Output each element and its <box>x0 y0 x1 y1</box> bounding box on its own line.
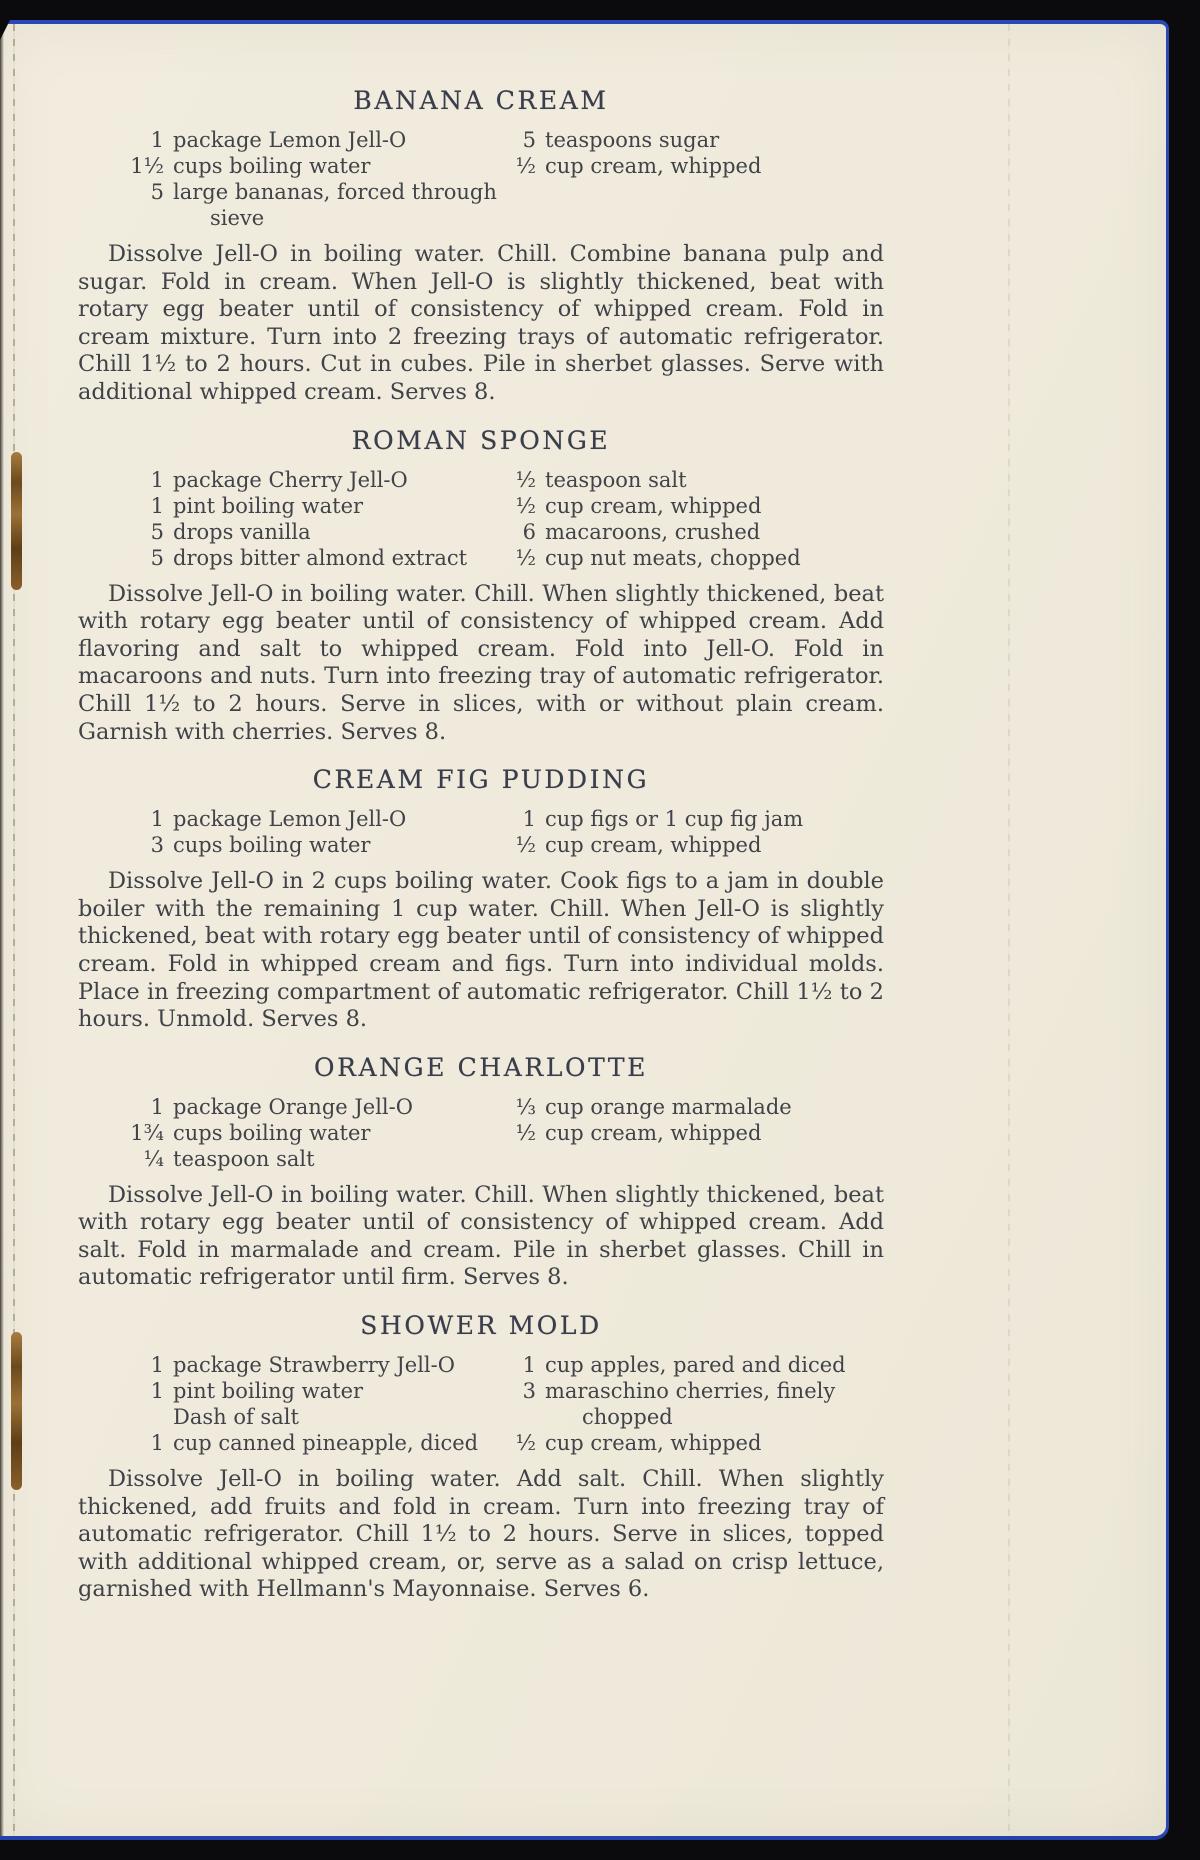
page-fold-crease <box>13 24 15 1836</box>
ingredient-line <box>490 1352 884 1378</box>
ingredient-text: package Lemon Jell-O <box>173 128 407 152</box>
recipe-title: CREAM FIG PUDDING <box>312 765 650 795</box>
ingredient-quantity: 1 <box>150 467 164 492</box>
ingredient-line <box>118 1120 490 1146</box>
ingredient-text: package Orange Jell-O <box>173 1094 413 1119</box>
ingredient-quantity: 5 <box>150 519 164 544</box>
ingredients-list <box>78 806 884 858</box>
recipe-section <box>78 86 884 407</box>
ingredient-quantity: 1½ <box>130 154 164 178</box>
ingredients-right-column <box>490 1352 884 1456</box>
ingredient-line <box>118 127 490 153</box>
recipe-title: ORANGE CHARLOTTE <box>314 1052 648 1082</box>
recipe-instructions: Dissolve Jell-O in 2 cups boiling water. Cook figs to a jam in double boiler with the remaining 1 cup water. Chill. When Jell-O is slightly thickened, beat with rotary egg beater until of consistency of whipped cream. Fold in whipped cream and figs. Turn into individual molds. Place in freezing compartment of automatic refrigerator. Chill 1½ to 2 hours. Unmold. Serves 8. <box>78 868 884 1033</box>
ingredient-text: cup cream, whipped <box>545 493 762 518</box>
ingredient-quantity: ⅓ <box>515 1094 536 1119</box>
book-page <box>0 20 1169 1840</box>
recipe-section <box>78 765 884 1034</box>
ingredient-quantity <box>118 1404 164 1430</box>
ingredients-left-column <box>118 1352 490 1456</box>
ingredient-text: teaspoons sugar <box>545 128 720 152</box>
ingredient-text: cup cream, whipped <box>545 1120 762 1145</box>
ingredient-quantity: 1 <box>150 1353 164 1378</box>
ingredient-quantity: 1 <box>150 1431 164 1456</box>
ingredient-line <box>490 1404 884 1430</box>
ingredient-text: macaroons, crushed <box>545 519 761 544</box>
page-fold-crease-right <box>1008 24 1010 1836</box>
ingredient-text: cup orange marmalade <box>545 1094 792 1119</box>
recipe-instructions: Dissolve Jell-O in boiling water. Chill. When slightly thickened, beat with rotary egg beater until of consistency of whipped cream. Add flavoring and salt to whipped cream. Fold into Jell-O. Fold in macaroons and nuts. Turn into freezing tray of automatic refrigerator. Chill 1½ to 2 hours. Serve in slices, with or without plain cream. Garnish with cherries. Serves 8. <box>78 580 884 745</box>
ingredient-text: teaspoon salt <box>173 1146 315 1171</box>
ingredient-quantity: 1 <box>522 1353 536 1378</box>
ingredient-line <box>490 1120 884 1146</box>
ingredients-list <box>78 1352 884 1456</box>
ingredients-list <box>78 1094 884 1172</box>
ingredient-quantity: 5 <box>150 180 164 204</box>
ingredient-line <box>490 1430 884 1456</box>
ingredient-line <box>118 153 490 179</box>
ingredient-quantity: 1 <box>150 493 164 518</box>
recipe-section <box>78 426 884 747</box>
ingredient-text: sieve <box>210 206 265 230</box>
ingredient-quantity: 5 <box>522 128 536 152</box>
ingredient-line <box>490 806 884 832</box>
ingredient-quantity: ½ <box>515 493 536 518</box>
ingredient-quantity: 5 <box>150 545 164 570</box>
ingredients-left-column <box>118 806 490 858</box>
ingredient-text: chopped <box>582 1405 673 1430</box>
ingredient-text: pint boiling water <box>173 493 364 518</box>
ingredient-text: cup nut meats, chopped <box>545 545 801 570</box>
ingredient-line <box>490 493 884 519</box>
ingredients-left-column <box>118 467 490 571</box>
ingredient-quantity <box>155 205 201 231</box>
ingredient-line <box>118 205 490 231</box>
ingredient-line <box>118 519 490 545</box>
ingredient-line <box>490 127 884 153</box>
ingredient-line <box>490 467 884 493</box>
ingredients-right-column <box>490 467 884 571</box>
ingredient-text: drops vanilla <box>173 519 311 544</box>
ingredients-right-column <box>490 127 884 231</box>
ingredient-text: package Lemon Jell-O <box>173 807 407 832</box>
recipe-title: SHOWER MOLD <box>360 1311 602 1341</box>
ingredient-line <box>118 493 490 519</box>
ingredient-line <box>118 1352 490 1378</box>
ingredients-list <box>78 127 884 231</box>
ingredients-list <box>78 467 884 571</box>
ingredient-quantity: 6 <box>522 519 536 544</box>
ingredient-quantity: 1¾ <box>130 1120 164 1145</box>
ingredient-text: Dash of salt <box>173 1405 299 1430</box>
binding-stitch-top <box>1 452 31 590</box>
recipe-section <box>78 1311 884 1604</box>
ingredient-quantity: ½ <box>515 1431 536 1456</box>
ingredient-text: cup cream, whipped <box>545 154 762 178</box>
ingredient-text: cups boiling water <box>173 1120 371 1145</box>
binding-stitch-bottom <box>1 1332 31 1490</box>
ingredient-line <box>118 179 497 205</box>
ingredient-line <box>118 1094 490 1120</box>
ingredient-line <box>490 1094 884 1120</box>
recipe-instructions: Dissolve Jell-O in boiling water. Add salt. Chill. When slightly thickened, add fruits and fold in cream. Turn into freezing tray of automatic refrigerator. Chill 1½ to 2 hours. Serve in slices, topped with additional whipped cream, or, serve as a salad on crisp lettuce, garnished with Hellmann's Mayonnaise. Serves 6. <box>78 1466 884 1603</box>
thread-icon <box>11 452 22 590</box>
ingredient-text: maraschino cherries, finely <box>545 1379 836 1404</box>
ingredient-line <box>490 153 884 179</box>
ingredient-quantity: 1 <box>150 807 164 832</box>
ingredient-line <box>118 467 490 493</box>
ingredients-left-column <box>118 127 497 231</box>
recipe-instructions: Dissolve Jell-O in boiling water. Chill. Combine banana pulp and sugar. Fold in cream. When Jell-O is slightly thickened, beat with rotary egg beater until of consistency of whipped cream. Fold in cream mixture. Turn into 2 freezing trays of automatic refrigerator. Chill 1½ to 2 hours. Cut in cubes. Pile in sherbet glasses. Serve with additional whipped cream. Serves 8. <box>78 241 884 405</box>
ingredient-text: cups boiling water <box>173 833 371 858</box>
ingredient-quantity: ½ <box>515 545 536 570</box>
ingredient-line <box>490 832 884 858</box>
recipe-instructions: Dissolve Jell-O in boiling water. Chill. When slightly thickened, beat with rotary egg beater until of consistency of whipped cream. Add salt. Fold in marmalade and cream. Pile in sherbet glasses. Chill in automatic refrigerator until firm. Serves 8. <box>78 1181 884 1291</box>
ingredient-quantity: 1 <box>150 1379 164 1404</box>
ingredient-quantity: 1 <box>150 1094 164 1119</box>
ingredients-left-column <box>118 1094 490 1172</box>
ingredient-line <box>118 1430 490 1456</box>
ingredient-line <box>118 545 490 571</box>
ingredient-quantity: ½ <box>515 1120 536 1145</box>
ingredients-right-column <box>490 806 884 858</box>
ingredient-line <box>490 1378 884 1404</box>
ingredient-text: package Cherry Jell-O <box>173 467 408 492</box>
ingredient-text: package Strawberry Jell-O <box>173 1353 455 1378</box>
ingredient-quantity: ½ <box>515 154 536 178</box>
ingredient-text: drops bitter almond extract <box>173 545 468 570</box>
recipe-title: BANANA CREAM <box>353 86 609 115</box>
ingredient-quantity: 3 <box>522 1379 536 1404</box>
ingredients-right-column <box>490 1094 884 1172</box>
ingredient-text: cup cream, whipped <box>545 1431 762 1456</box>
ingredient-quantity <box>527 1404 573 1430</box>
ingredient-text: cup canned pineapple, diced <box>173 1431 479 1456</box>
ingredient-line <box>118 1146 490 1172</box>
thread-icon <box>11 1332 22 1490</box>
ingredient-line <box>118 1404 490 1430</box>
ingredient-text: cup apples, pared and diced <box>545 1353 846 1378</box>
ingredient-line <box>118 806 490 832</box>
ingredient-text: teaspoon salt <box>545 467 687 492</box>
ingredient-text: large bananas, forced through <box>173 180 497 204</box>
ingredient-quantity: 1 <box>150 128 164 152</box>
ingredient-line <box>118 1378 490 1404</box>
ingredient-text: pint boiling water <box>173 1379 364 1404</box>
recipe-section <box>78 1053 884 1292</box>
ingredient-quantity: 1 <box>522 807 536 832</box>
ingredient-line <box>118 832 490 858</box>
ingredient-line <box>490 519 884 545</box>
ingredient-quantity: ¼ <box>143 1146 164 1171</box>
ingredient-line <box>490 545 884 571</box>
ingredient-text: cup figs or 1 cup fig jam <box>545 807 804 832</box>
ingredient-quantity: ½ <box>515 467 536 492</box>
recipe-title: ROMAN SPONGE <box>351 425 611 455</box>
ingredient-quantity: ½ <box>515 833 536 858</box>
ingredient-text: cups boiling water <box>173 154 371 178</box>
ingredient-text: cup cream, whipped <box>545 833 762 858</box>
recipes-column <box>78 86 884 1604</box>
ingredient-quantity: 3 <box>150 833 164 858</box>
